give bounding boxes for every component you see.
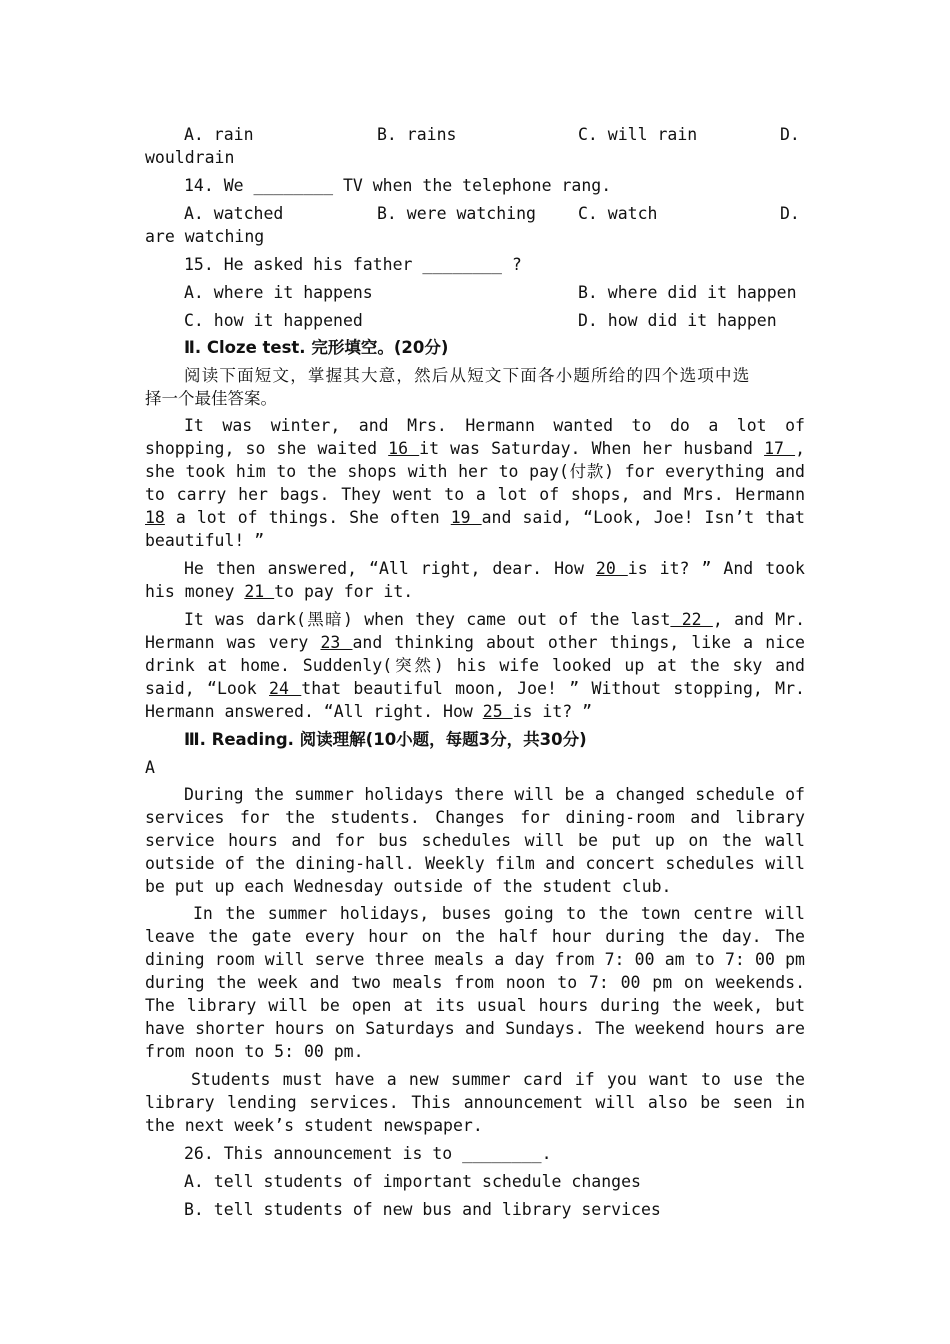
- q14-option-a: A. watched: [184, 204, 284, 223]
- q14-option-c: C. watch: [578, 204, 658, 223]
- q26-stem: 26. This announcement is to ________.: [184, 1144, 552, 1163]
- cloze-paragraph-1: It was winter, and Mrs. Hermann wanted to do a lot of shopping, so she waited 16 it was Saturday. When her husband 17 , she took him to the shops with her to pay(付款) for everything and to carry her bags. They went to a lot of shops, and Mrs. Hermann 18 a lot of things. She often 19 and said, “Look, Joe! Isn’t that beautiful! ”: [145, 416, 805, 550]
- blank-20: 20: [595, 559, 628, 578]
- blank-16: 16: [388, 439, 420, 458]
- q13-option-b: B. rains: [377, 125, 457, 144]
- blank-24: 24: [269, 679, 302, 698]
- q15-stem: 15. He asked his father ________ ?: [184, 255, 522, 274]
- section-3-heading: Ⅲ. Reading. 阅读理解(10小题，每题3分，共30分): [184, 730, 587, 749]
- q13-option-a: A. rain: [184, 125, 254, 144]
- q14-option-d: D.: [780, 204, 800, 223]
- reading-paragraph-1: During the summer holidays there will be a changed schedule of services for the students. Changes for dining-room and library service hours and for bus schedules will be put up on the wall outside of the dining-hall. Weekly film and concert schedules will be put up each Wednesday outside of the student club.: [145, 785, 805, 896]
- q13-option-c: C. will rain: [578, 125, 698, 144]
- q14-option-d-text: are watching: [145, 227, 265, 246]
- q15-option-b: B. where did it happen: [578, 283, 797, 302]
- section-2-instruction-cont: 择一个最佳答案。: [145, 389, 277, 408]
- blank-22: 22: [670, 610, 713, 629]
- q14-stem: 14. We ________ TV when the telephone rang.: [184, 176, 612, 195]
- cloze-paragraph-3: It was dark(黑暗) when they came out of the last 22 , and Mr. Hermann was very 23 and thinking about other things, like a nice drink at home. Suddenly(突然) his wife looked up at the sky and said, “Look 24 that beautiful moon, Joe! ” Without stopping, Mr. Hermann answered. “All right. How 25 is it? ”: [145, 610, 805, 721]
- q15-option-d: D. how did it happen: [578, 311, 777, 330]
- blank-23: 23: [320, 633, 353, 652]
- q13-option-d: D.: [780, 125, 800, 144]
- blank-21: 21: [244, 582, 275, 601]
- q26-option-a: A. tell students of important schedule changes: [184, 1172, 641, 1191]
- blank-25: 25: [482, 702, 513, 721]
- section-2-heading: Ⅱ. Cloze test. 完形填空。(20分): [184, 338, 449, 357]
- reading-paragraph-3: Students must have a new summer card if you want to use the library lending services. This announcement will also be seen in the next week’s student newspaper.: [145, 1070, 805, 1135]
- q26-option-b: B. tell students of new bus and library services: [184, 1200, 661, 1219]
- blank-17: 17: [764, 439, 796, 458]
- blank-18: 18: [145, 508, 165, 527]
- q15-option-a: A. where it happens: [184, 283, 373, 302]
- reading-paragraph-2: In the summer holidays, buses going to the town centre will leave the gate every hour on the half hour during the day. The dining room will serve three meals a day from 7: 00 am to 7: 00 pm during the week and two meals from noon to 7: 00 pm on weekends. The library will be open at its usual hours during the week, but have shorter hours on Saturdays and Sundays. The weekend hours are from noon to 5: 00 pm.: [145, 904, 805, 1061]
- q13-option-d-text: wouldrain: [145, 148, 235, 167]
- passage-label: A: [145, 758, 155, 777]
- section-2-instruction: 阅读下面短文，掌握其大意，然后从短文下面各小题所给的四个选项中选: [184, 366, 751, 385]
- blank-19: 19: [450, 508, 482, 527]
- q15-option-c: C. how it happened: [184, 311, 363, 330]
- cloze-paragraph-2: He then answered, “All right, dear. How 20 is it? ” And took his money 21 to pay for it.: [145, 559, 805, 601]
- q14-option-b: B. were watching: [377, 204, 536, 223]
